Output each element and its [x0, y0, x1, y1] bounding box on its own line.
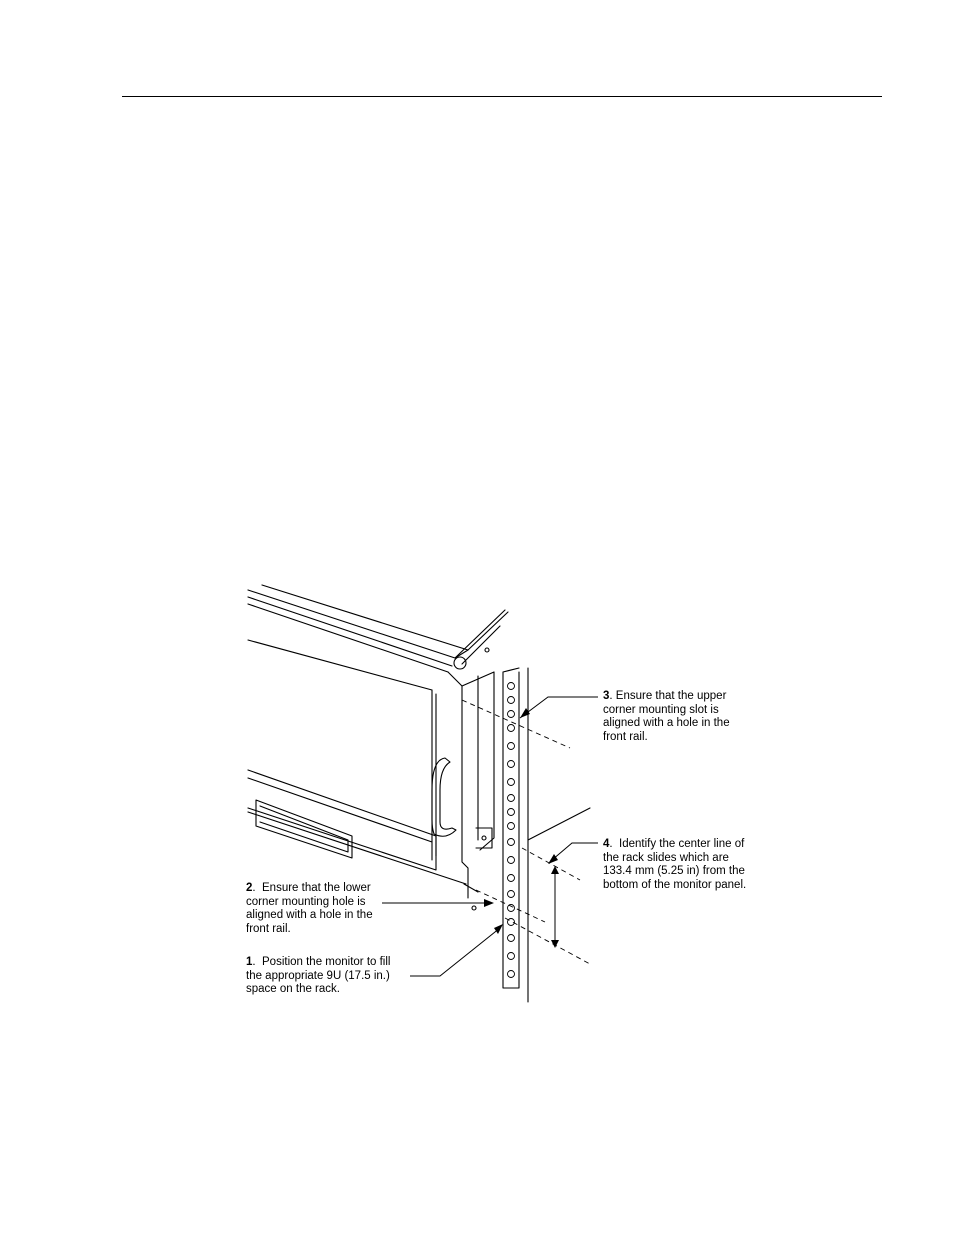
callout-number: 3 — [603, 690, 610, 702]
callout-text: the rack slides which are — [603, 851, 729, 864]
callout-text: corner mounting slot is — [603, 703, 719, 716]
leader-lines — [382, 697, 598, 976]
rack-front-rail — [503, 668, 519, 988]
callout-text: Ensure that the lower — [262, 882, 371, 894]
rail-holes — [508, 683, 515, 978]
alignment-lines — [462, 700, 590, 964]
callout-step-4: 4. Identify the center line of the rack slides which are 133.4 mm (5.25 in) from the bottom of the monitor panel. — [603, 838, 773, 892]
callout-text: 133.4 mm (5.25 in) from the — [603, 865, 745, 877]
arrowheads — [484, 708, 559, 948]
callout-text: space on the rack. — [246, 983, 340, 995]
rack-mounting-illustration — [220, 580, 800, 1010]
callout-text: the appropriate 9U (17.5 in.) — [246, 969, 390, 982]
monitor-lid — [455, 610, 508, 664]
callout-step-3: 3. Ensure that the upper corner mounting slot is aligned with a hole in the front rail. — [603, 690, 763, 744]
callout-text: Identify the center line of — [619, 838, 745, 850]
header-rule — [122, 96, 882, 97]
monitor-top-edge — [248, 585, 468, 658]
callout-text: corner mounting hole is — [246, 895, 366, 908]
callout-text: aligned with a hole in the — [246, 909, 373, 921]
callout-text: front rail. — [246, 922, 291, 935]
callout-number: 1 — [246, 956, 253, 968]
callout-step-2: 2. Ensure that the lower corner mounting hole is aligned with a hole in the front rail. — [246, 882, 396, 936]
callout-step-1: 1. Position the monitor to fill the appropriate 9U (17.5 in.) space on the rack. — [246, 956, 431, 997]
callout-text: aligned with a hole in the — [603, 717, 730, 729]
callout-number: 4 — [603, 838, 610, 850]
callout-number: 2 — [246, 882, 253, 894]
callout-text: Position the monitor to fill — [262, 956, 391, 968]
monitor-bezel — [448, 672, 468, 898]
callout-text: Ensure that the upper — [615, 690, 727, 702]
callout-text: bottom of the monitor panel. — [603, 878, 747, 891]
callout-text: front rail. — [603, 730, 648, 743]
